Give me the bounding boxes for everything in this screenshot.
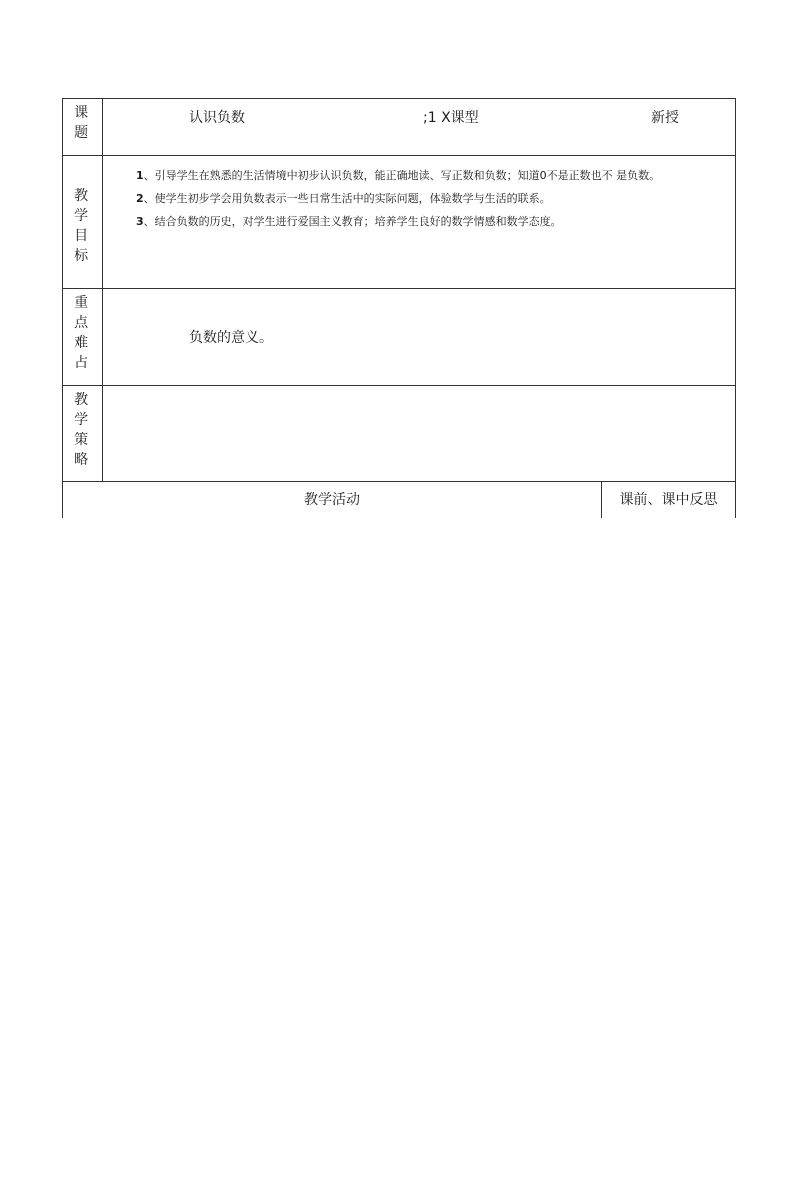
lesson-type: 新授 (651, 110, 679, 126)
goal-item-3: 3、结合负数的历史，对学生进行爱国主义教育；培养学生良好的数学情感和数学态度。 (136, 215, 562, 228)
strategy-row (63, 386, 736, 482)
lesson-plan-table (62, 98, 736, 518)
activities-header: 教学活动 (63, 482, 602, 519)
key-points-text: 负数的意义。 (189, 330, 273, 346)
strategy-content-cell (103, 386, 736, 482)
topic-content-cell (103, 99, 736, 156)
activity-header-row (63, 482, 736, 519)
goals-content-cell (103, 156, 736, 289)
topic-row (63, 99, 736, 156)
goals-label: 教 学 目 标 (63, 156, 103, 289)
key-points-label: 重 点 难 占 (63, 289, 103, 386)
key-points-row (63, 289, 736, 386)
goal-item-1: 1、引导学生在熟悉的生活情境中初步认识负数，能正确地读、写正数和负数；知道0不是正数也不 是负数。 (136, 169, 661, 182)
strategy-label: 教 学 策 略 (63, 386, 103, 482)
topic-label: 课 题 (63, 99, 103, 156)
key-points-content-cell (103, 289, 736, 386)
goal-item-2: 2、使学生初步学会用负数表示一些日常生活中的实际问题，体验数学与生活的联系。 (136, 192, 551, 205)
reflection-header: 课前、课中反思 (602, 482, 736, 519)
lesson-hours: ;1 X课型 (423, 110, 479, 126)
topic-name: 认识负数 (189, 110, 245, 126)
goals-row (63, 156, 736, 289)
